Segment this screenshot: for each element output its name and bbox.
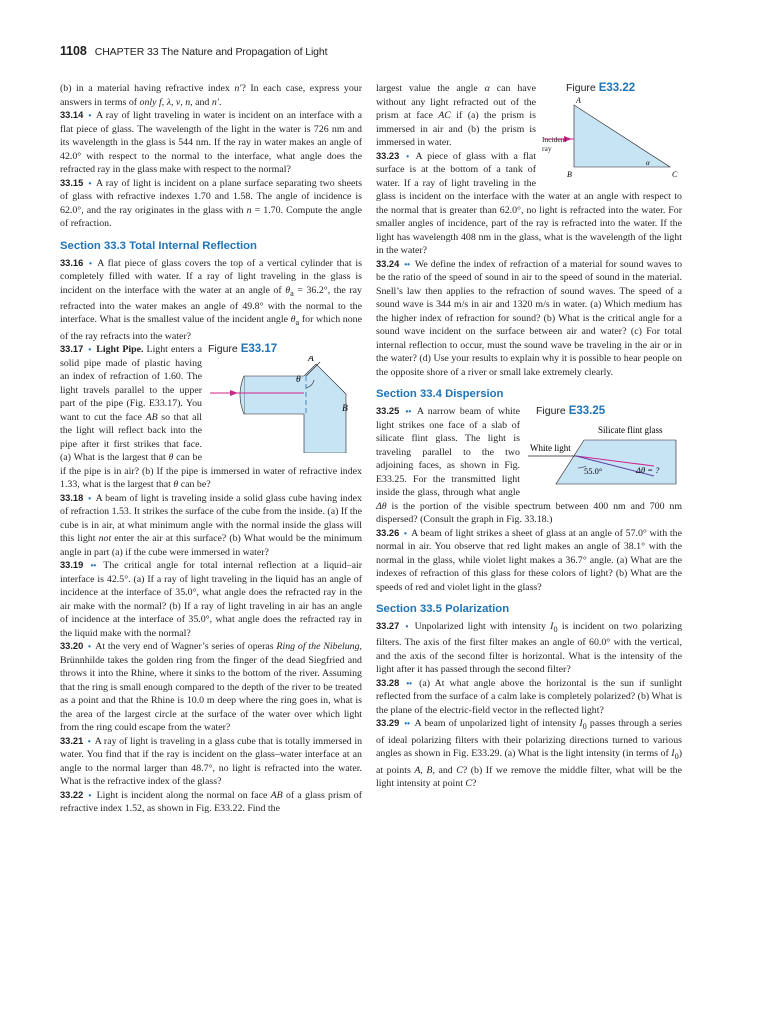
problem-33-17 [60,343,362,492]
text-run: A ray of light traveling in water is incident on an interface with a flat piece of glass. The wavelength of the light in the water is 726 nm and its wavelength in the glass is 544 nm. If the ray in water makes an angle of 42.0° with respect to the normal to the interface, what angle does the refracted ray in the glass make with respect to the normal? [60,110,362,175]
problem-33-21 [60,735,362,789]
text-run: Light is incident along the normal on face [96,789,271,801]
glass-name-label: Silicate flint glass [598,425,663,435]
text-run: , and [190,96,212,108]
white-light-label: White light [530,443,571,453]
difficulty-dots: • [88,493,92,503]
pipe-end-cap [240,376,244,414]
problem-33-16 [60,257,362,344]
text-run: Brünnhilde takes the golden ring from the finger of the dead Siegfried and throws it into the Rhine, where it sinks to the bottom of the river. Assuming that the ring is small enough compared to the depth of the river to be treated as a point and that the Rhine is 10.0 m deep where the ring goes in, what is the area of the largest circle at the surface of the water over which light from the ring could escape from the water? [60,654,362,734]
problem-number: 33.28 [376,677,400,688]
problem-number: 33.24 [376,258,400,269]
text-run: n′ [211,96,219,108]
difficulty-dots: • [87,736,91,746]
problem-left-intro [60,82,362,109]
text-run: 0 [582,722,587,732]
problem-number: 33.26 [376,527,400,538]
difficulty-dots: • [405,622,409,631]
ray-arrowhead [230,390,238,396]
point-c-label: C [672,170,678,179]
text-run: AC [438,110,451,121]
point-a-label: A [576,96,581,105]
text-run: I [671,748,675,760]
text-run: A flat piece of glass covers the top of a vertical cylinder that is completely filled with water. If a ray of light traveling in the glass is incident on the interface with the water at an angle of [60,257,363,296]
text-run: ? (b) If we remove the middle filter, what will be the light intensity at point [376,764,683,790]
difficulty-dots: • [406,151,410,161]
text-run: AB [145,411,158,423]
figure-e33-17 [208,343,362,455]
figure-caption [542,82,682,95]
figure-e33-22-drawing [542,95,682,179]
section-heading: Section 33.4 Dispersion [376,388,504,400]
incident-ray-label-box [542,135,576,163]
problem-number: 33.16 [60,257,84,268]
alpha-label: α [646,159,650,167]
text-run: 0 [674,752,679,762]
problem-33-14 [60,109,362,177]
text-run: enter the air at this surface? (b) What would be the minimum angle in part (a) if the cube were immersed in water? [60,533,362,558]
text-run: Ring of the Nibelung, [276,641,362,653]
text-run: , [170,96,176,108]
text-run: ? In each case, express your answers in terms of [60,83,362,108]
incidence-angle-label: 55.0° [584,466,603,476]
text-run: of a glass prism of refractive index 1.52, as shown in Fig. E33.22. Find the [60,789,363,815]
running-title: CHAPTER 33 The Nature and Propagation of Light [94,46,328,58]
difficulty-dots: • [88,642,91,652]
problem-33-28 [376,677,682,718]
text-run: is the portion of the visible spectrum between 400 nm and 700 nm dispersed? (Consult the graph in Fig. 33.18.) [376,500,682,525]
problem-33-18 [60,492,362,560]
figure-number: E33.22 [598,82,636,94]
page-number: 1108 [60,44,87,58]
prism-triangle [574,105,670,167]
text-run: is incident on two polarizing filters. The axis of the first filter makes an angle of 60.0° with the vertical, and the axis of the second filter is horizontal. What is the intensity of the light after it has passed through the second filter? [376,621,683,676]
difficulty-dots: •• [404,719,410,729]
text-run: I [550,621,554,632]
text-run: B [426,764,433,776]
text-run: Light enters a solid pipe made of plastic having an index of refraction of 1.60. The light travels parallel to the upper part of the pipe (Fig. E33.17). You want to cut the face [60,344,203,423]
text-run: C [465,778,473,790]
figure-e33-25-drawing [526,418,682,492]
left-column [60,82,362,816]
glass-slab [556,440,676,484]
point-a-label: A [308,356,314,365]
problem-number: 33.15 [60,177,84,188]
problem-number: 33.22 [60,789,84,800]
problem-number: 33.14 [60,110,84,120]
point-b-label: B [342,404,348,415]
text-run: 0 [553,624,558,634]
problem-number: 33.21 [60,735,84,746]
problem-number: 33.20 [60,641,84,652]
figure-caption [208,343,362,356]
text-run: a [295,318,300,328]
text-run: ) at points [376,748,682,776]
figure-e33-25 [526,405,682,493]
text-run: θ [173,479,179,491]
text-run: so that all the light will reflect back into the pipe after it first strikes that face. (a) What is the largest that [60,411,202,464]
difficulty-dots: •• [90,561,97,571]
right-column [376,82,682,791]
problem-33-27 [376,620,682,677]
problem-33-26 [376,527,682,595]
problem-number: 33.18 [60,492,84,503]
problem-33-19 [60,559,362,640]
text-run: A ray of light is traveling in a glass cube that is totally immersed in water. You find that if the ray is incident on the glass–water interface at an angle to the normal larger than 48.7°, no light is refracted into the water. What is the refractive index of the glass? [60,735,363,788]
problem-number: 33.25 [376,406,400,416]
problem-33-22 [60,789,362,816]
text-run: = 36.2°, the ray refracted into the water makes an angle of 49.8° with the normal to the interface. What is the smallest value of the incident angle [60,284,362,326]
text-run: ? [472,778,477,790]
page-header [60,45,327,60]
figure-prefix: Figure [566,82,596,94]
text-run: Δθ [376,500,387,512]
problem-number: 33.23 [376,150,400,161]
difficulty-dots: • [89,258,92,268]
difficulty-dots: • [88,345,92,355]
text-run: AB [270,789,283,801]
figure-prefix: Figure [208,343,238,356]
text-run: , [180,96,186,108]
difficulty-dots: • [404,528,407,538]
text-run: At the very end of Wagner’s series of operas [95,641,277,653]
text-run: for which none of the ray refracts into the water? [60,314,362,342]
figure-e33-17-drawing [208,356,362,453]
difficulty-dots: • [88,111,92,120]
problem-number: 33.17 [60,344,84,355]
figure-number: E33.17 [240,343,278,356]
text-run: We define the index of refraction of a material for sound waves to be the ratio of the speed of sound in air to the speed of sound in the material. Snell’s law then applies to the refraction of sound waves. The speed of a sound wave is 344 m/s in air and 1320 m/s in water. (a) Which medium has the higher index of refraction for sound? (b) What is the critical angle for a sound wave incident on the surface between air and water? (c) For total internal reflection to occur, must the sound wave be traveling in the air or in the water? (d) Use your results to explain why it is possible to hear people on the opposite shore of a river or small lake extremely clearly. [376,258,683,378]
text-run: θ [285,284,291,296]
text-run: . [218,96,222,108]
text-run: Light Pipe. [96,344,144,356]
text-run: λ [166,96,171,108]
figure-caption [526,405,682,418]
text-run: α [484,83,490,94]
text-run: A piece of glass with a flat surface is at the bottom of a tank of water. If a ray of light traveling in the glass is incident on the interface with the water at an angle with respect to the normal that is greater than 62.0°, no light is refracted into the water. For smaller angles of incidence, part of the ray is refracted into the water. If the light has wavelength 408 nm in the glass, what is the wavelength of the light in the water? [376,150,682,256]
text-run: n′ [234,83,242,94]
light-pipe-shape [244,364,346,453]
text-run: a [290,288,294,298]
incident-ray-label: Incident ray [542,135,567,153]
text-run: Unpolarized light with intensity [414,621,551,632]
problem-33-24 [376,258,682,380]
text-run: (a) At what angle above the horizontal is the sun if sunlight reflected from the surface of a calm lake is completely polarized? (b) What is the plane of the electric-field vector in the reflected light? [376,677,683,716]
problem-33-29 [376,717,682,790]
text-run: can be? [178,479,211,491]
text-run: C [456,764,463,776]
difficulty-dots: • [88,790,92,800]
problem-33-25 [376,405,682,527]
text-run: A ray of light is incident on a plane surface separating two sheets of glass with refractive indexes 1.70 and 1.58. The angle of incidence is 62.0°, and the ray originates in the glass with [60,177,362,216]
text-run: A narrow beam of white light strikes one face of a slab of silicate flint glass. The light is traveling parallel to the two adjoining faces, as shown in Fig. E33.25. For the transmitted light inside the glass, through what angle [376,406,520,498]
text-run: can have without any light refracted out of the prism at face [376,83,536,121]
text-run: A beam of unpolarized light of intensity [414,718,580,730]
section-heading: Section 33.5 Polarization [376,603,510,615]
text-run: = 1.70. Compute the angle of refraction. [60,204,362,229]
difficulty-dots: •• [404,259,410,269]
text-run: (b) in a material having refractive index [60,83,235,94]
text-run: can be if the pipe is in air? (b) If the pipe is immersed in water of refractive index 1.33, what is the largest that [60,452,362,491]
problem-number: 33.27 [376,621,400,631]
text-run: A [414,764,421,776]
text-run: not [98,533,112,545]
text-run: passes through a series of ideal polarizing filters with their polarizing directions turned to various angles as shown in Fig. E33.29. (a) What is the light intensity (in terms of [376,718,683,760]
text-run: if (a) the prism is immersed in air and (b) the prism is immersed in water. [376,110,536,148]
text-run: v [175,96,181,108]
text-run: largest value the angle [376,83,485,94]
text-run: θ [168,452,174,464]
problem-33-20 [60,640,362,735]
text-run: , [161,96,167,108]
theta-label: θ [296,375,301,386]
difficulty-dots: •• [405,407,412,416]
text-run: n [246,204,252,216]
point-b-label: B [567,170,572,179]
text-run: A beam of light strikes a sheet of glass at an angle of 57.0° with the normal in air. You observe that red light makes an angle of 38.1° with the normal in the glass, while violet light makes a 36.7° angle. (a) What are the indexes of refraction of this glass for these colors of light? (b) What are the speeds of red and violet light in the glass? [376,527,682,593]
text-run: The critical angle for total internal reflection at a liquid–air interface is 42.5°. (a) If a ray of light traveling in the liquid has an angle of incidence at the interface of 35.0°, what angle does the refracted ray in the air make with the normal? (b) If a ray of light traveling in air has an angle of incidence at the interface of 35.0°, what angle does the refracted ray in the liquid make with the normal? [60,560,363,639]
difficulty-dots: •• [406,678,412,688]
text-run: , and [432,764,457,776]
figure-e33-22 [542,82,682,180]
figure-number: E33.25 [568,405,606,417]
figure-prefix: Figure [536,405,566,417]
problem-number: 33.19 [60,560,84,571]
text-run: A beam of light is traveling inside a solid glass cube having index of refraction 1.53. It strikes the surface of the cube from the inside. (a) If the cube is in air, at what minimum angle with the normal inside the glass will this light [60,492,362,545]
text-run: n [185,96,191,108]
text-run: θ [290,314,296,326]
text-run: I [579,718,583,730]
problem-33-15 [60,177,362,231]
text-run: only f [139,96,162,108]
difficulty-dots: • [88,178,92,188]
delta-theta-label: Δθ = ? [636,465,660,475]
problem-number: 33.29 [376,718,400,729]
section-heading: Section 33.3 Total Internal Reflection [60,239,257,252]
text-run: , [420,764,427,776]
